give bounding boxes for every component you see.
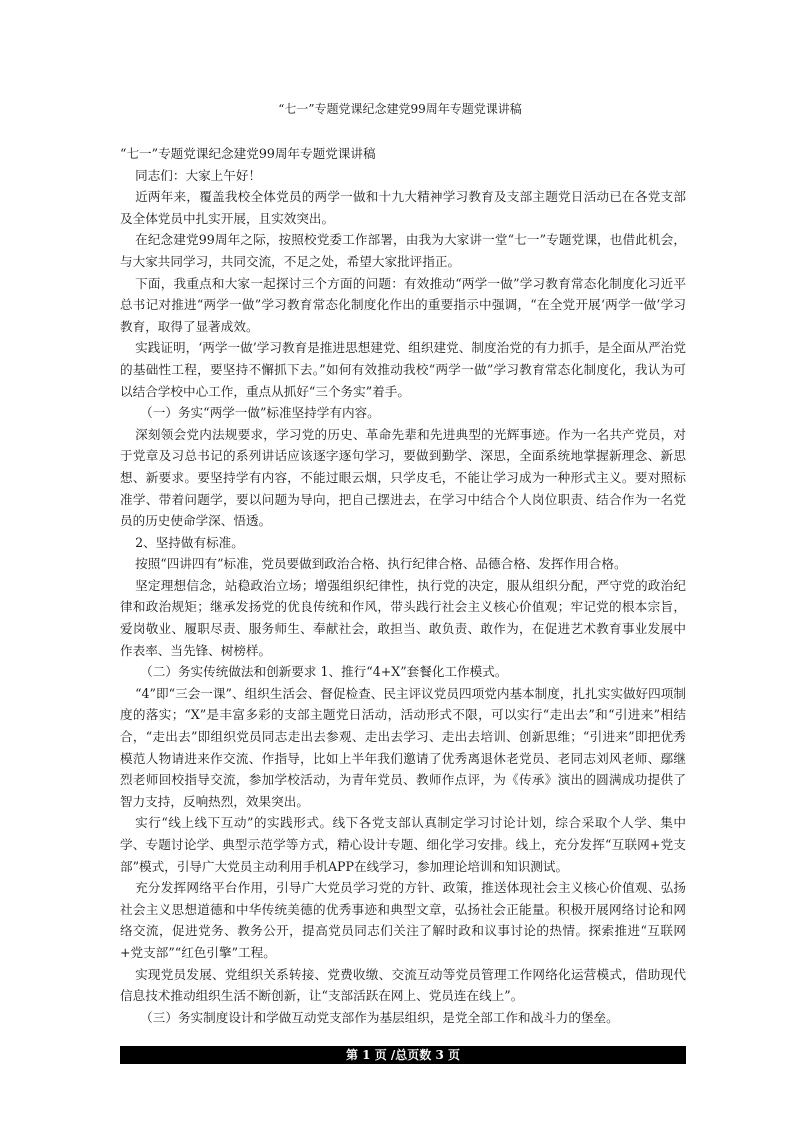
paragraph: 在纪念建党99周年之际，按照校党委工作部署，由我为大家讲一堂“七一”专题党课，也借此机会，与大家共同学习，共同交流，不足之处，希望大家批评指正。	[120, 232, 686, 269]
paragraph: 充分发挥网络平台作用，引导广大党员学习党的方针、政策，推送体现社会主义核心价值观、弘扬社会主义思想道德和中华传统美德的优秀事迹和典型文章，弘扬社会正能量。积极开展网络讨论和网络交流，促进党务、教务公开，提高党员同志们关注了解时政和议事讨论的热情。探索推进“互联网+党支部”“红色引擎”工程。	[120, 880, 686, 960]
page-title: “七一”专题党课纪念建党99周年专题党课讲稿	[278, 102, 522, 116]
page-footer	[120, 1046, 686, 1064]
subsection-heading: 2、坚持做有标准。	[135, 534, 244, 550]
document-body	[120, 143, 686, 1028]
paragraph: “4”即“三会一课”、组织生活会、督促检查、民主评议党员四项党内基本制度，扎扎实实做好四项制度的落实；“X”是丰富多彩的支部主题党日活动，活动形式不限，可以实行“走出去”和“引进来”相结合，“走出去”即组织党员同志走出去参观、走出去学习、走出去培训、创新思维；“引进来”即把优秀模范人物请进来作交流、作指导，比如上半年我们邀请了优秀离退休老党员、老同志刘风老师、鄢继烈老师回校指导交流，参加学校活动，为青年党员、教师作点评，为《传承》演出的圆满成功提供了智力支持，反响热烈，效果突出。	[120, 685, 686, 809]
paragraph: 按照“四讲四有”标准，党员要做到政治合格、执行纪律合格、品德合格、发挥作用合格。	[135, 556, 627, 572]
paragraph: 实现党员发展、党组织关系转接、党费收缴、交流互动等党员管理工作网络化运营模式，借助现代信息技术推动组织生活不断创新，让“支部活跃在网上、党员连在线上”。	[120, 966, 686, 1004]
paragraph: 实践证明，‘两学一做’学习教育是推进思想建党、组织建党、制度治党的有力抓手，是全面从严治党的基础性工程，要坚持不懈抓下去。”如何有效推动我校“两学一做”学习教育常态化制度化，我认为可以结合学校中心工作，重点从抓好“三个务实”着手。	[120, 340, 686, 399]
page-number: 第 1 页 /总页数 3 页	[346, 1048, 460, 1062]
paragraph: 下面，我重点和大家一起探讨三个方面的问题：有效推动“两学一做”学习教育常态化制度化习近平总书记对推进“两学一做”学习教育常态化制度化作出的重要指示中强调，“在全党开展‘两学一做’学习教育，取得了显著成效。	[120, 275, 686, 334]
section-heading-3: （三）务实制度设计和学做互动党支部作为基层组织，是党全部工作和战斗力的堡垒。	[140, 1009, 619, 1025]
section-heading-1: （一）务实“两学一做”标准坚持学有内容。	[140, 405, 380, 421]
paragraph: 深刻领会党内法规要求，学习党的历史、革命先辈和先进典型的光辉事迹。作为一名共产党员，对于党章及习总书记的系列讲话应该逐字逐句学习，要做到勤学、深思，全面系统地掌握新理念、新思想、新要求。要坚持学有内容，不能过眼云烟，只学皮毛，不能让学习成为一种形式主义。要对照标准学、带着问题学，要以问题为导向，把自己摆进去，在学习中结合个人岗位职责、结合作为一名党员的历史使命学深、悟透。	[120, 426, 686, 529]
paragraph: 实行“线上线下互动”的实践形式。线下各党支部认真制定学习讨论计划，综合采取个人学、集中学、专题讨论学、典型示范学等方式，精心设计专题、细化学习安排。线上，充分发挥“互联网+党支部”模式，引导广大党员主动利用手机APP在线学习，参加理论培训和知识测试。	[120, 815, 686, 874]
section-heading-2: （二）务实传统做法和创新要求 1、推行“4+X”套餐化工作模式。	[140, 664, 508, 680]
greeting: 同志们：大家上午好！	[135, 167, 262, 183]
paragraph: 近两年来，覆盖我校全体党员的两学一做和十九大精神学习教育及支部主题党日活动已在各党支部及全体党员中扎实开展，且实效突出。	[120, 189, 686, 226]
paragraph: 坚定理想信念，站稳政治立场；增强组织纪律性，执行党的决定，服从组织分配，严守党的政治纪律和政治规矩；继承发扬党的优良传统和作风，带头践行社会主义核心价值观；牢记党的根本宗旨，爱岗敬业、履职尽责、服务师生、奉献社会，敢担当、敢负责、敢作为，在促进艺术教育事业发展中作表率、当先锋、树榜样。	[120, 577, 686, 658]
body-heading: “七一”专题党课纪念建党99周年专题党课讲稿	[120, 146, 376, 161]
